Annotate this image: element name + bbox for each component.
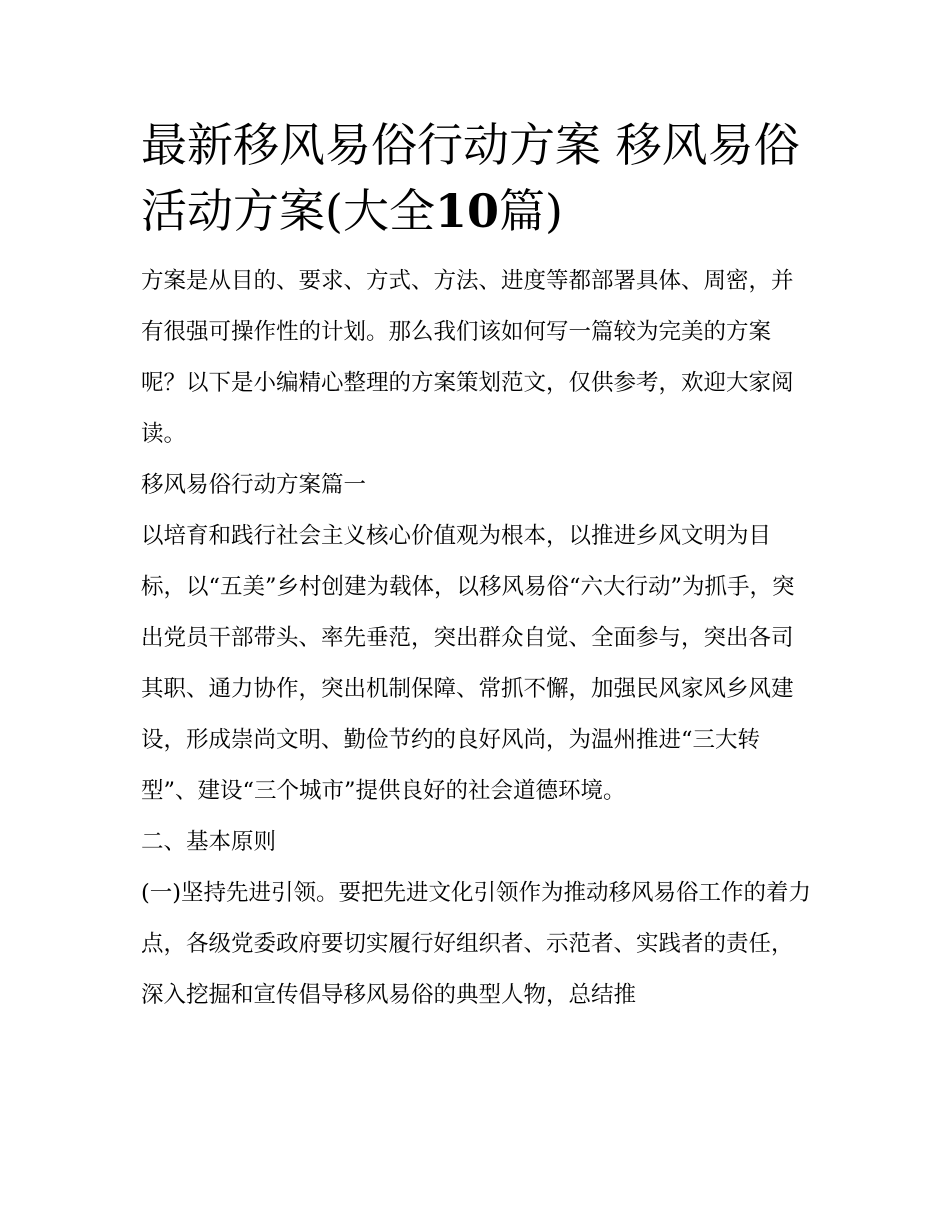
- title-number: 10: [434, 184, 499, 238]
- body-paragraph: (一)坚持先进引领。要把先进文化引领作为推动移风易俗工作的着力点，各级党委政府要切实履行好组织者、示范者、实践者的责任，深入挖掘和宣传倡导移风易俗的典型人物，总结推: [141, 880, 812, 1008]
- document-page: [141, 112, 813, 1021]
- intro-paragraph: 方案是从目的、要求、方式、方法、进度等都部署具体、周密，并有很强可操作性的计划。那么我们该如何写一篇较为完美的方案呢？以下是小编精心整理的方案策划范文，仅供参考，欢迎大家阅读。: [141, 268, 794, 447]
- document-title: [141, 112, 813, 244]
- body-paragraph: 以培育和践行社会主义核心价值观为根本，以推进乡风文明为目标，以“五美”乡村创建为载体，以移风易俗“六大行动”为抓手，突出党员干部带头、率先垂范，突出群众自觉、全面参与，突出各司其职、通力协作，突出机制保障、常抓不懈，加强民风家风乡风建设，形成崇尚文明、勤俭节约的良好风尚，为温州推进“三大转型”、建设“三个城市”提供良好的社会道德环境。: [141, 523, 795, 804]
- section-heading: 二、基本原则: [141, 829, 277, 855]
- section-heading: 移风易俗行动方案篇一: [141, 472, 367, 498]
- title-text: 最新移风易俗行动方案 移风易俗活动方案(大全: [141, 118, 800, 238]
- title-suffix: 篇): [498, 184, 563, 238]
